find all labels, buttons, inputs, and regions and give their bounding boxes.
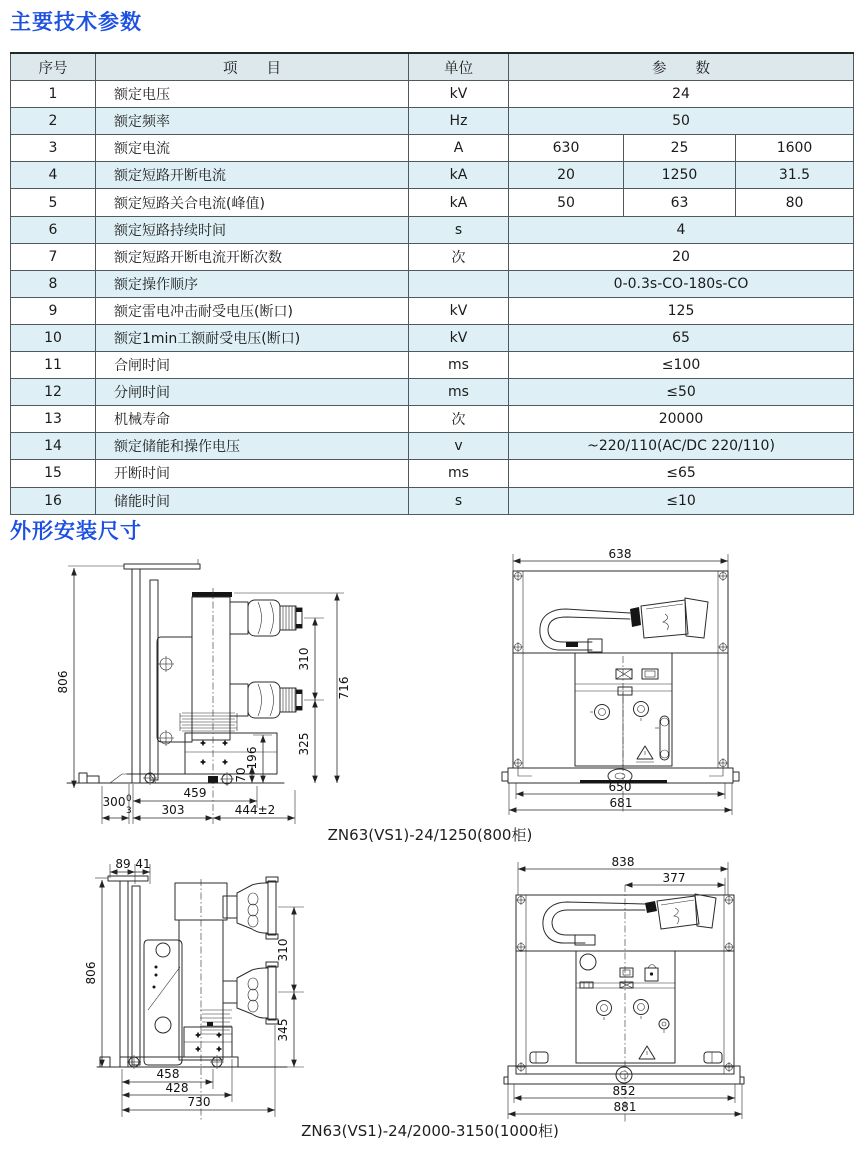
side-view-drawing-800 [52, 552, 372, 844]
dim-444: 444±2 [234, 803, 276, 817]
cell-item: 额定短路开断电流 [96, 162, 409, 189]
front-view-drawing-800 [480, 546, 790, 818]
cell-item: 储能时间 [96, 487, 409, 514]
cell-value: 80 [736, 189, 854, 216]
cell-value: 25 [624, 135, 736, 162]
cell-unit: kA [409, 189, 509, 216]
cell-value: 65 [509, 324, 854, 351]
cell-unit: v [409, 433, 509, 460]
cell-item: 额定操作顺序 [96, 270, 409, 297]
cell-no: 2 [11, 108, 96, 135]
cell-unit: 次 [409, 243, 509, 270]
side-view-drawing-1000 [72, 855, 402, 1127]
cell-value: ≤65 [509, 460, 854, 487]
cell-no: 16 [11, 487, 96, 514]
dim-345: 345 [276, 1018, 290, 1042]
cell-item: 额定短路持续时间 [96, 216, 409, 243]
table-row [11, 460, 854, 487]
cell-unit: kV [409, 324, 509, 351]
cell-unit: s [409, 487, 509, 514]
cell-value: ~220/110(AC/DC 220/110) [509, 433, 854, 460]
cell-item: 合闸时间 [96, 352, 409, 379]
cell-unit [409, 270, 509, 297]
table-row [11, 379, 854, 406]
table-row [11, 108, 854, 135]
cell-item: 额定短路关合电流(峰值) [96, 189, 409, 216]
cell-value: 50 [509, 189, 624, 216]
dim-458: 458 [156, 1067, 180, 1081]
cell-item: 额定储能和操作电压 [96, 433, 409, 460]
cell-no: 13 [11, 406, 96, 433]
cell-item: 额定频率 [96, 108, 409, 135]
header-param: 参 数 [509, 53, 854, 81]
cell-item: 开断时间 [96, 460, 409, 487]
cell-no: 5 [11, 189, 96, 216]
dim-325: 325 [297, 732, 311, 756]
dim-89: 89 [115, 857, 131, 871]
table-row [11, 216, 854, 243]
dim-716: 716 [337, 676, 351, 700]
dim-303: 303 [161, 803, 185, 817]
cell-no: 14 [11, 433, 96, 460]
cell-no: 7 [11, 243, 96, 270]
cell-value: ≤10 [509, 487, 854, 514]
cell-value: 31.5 [736, 162, 854, 189]
cell-item: 额定雷电冲击耐受电压(断口) [96, 297, 409, 324]
cell-unit: 次 [409, 406, 509, 433]
cell-value: 63 [624, 189, 736, 216]
technical-parameters-table [10, 52, 854, 515]
section-title-parameters: 主要技术参数 [10, 10, 142, 34]
table-row [11, 189, 854, 216]
cell-item: 额定短路开断电流开断次数 [96, 243, 409, 270]
table-row [11, 433, 854, 460]
cell-value: 630 [509, 135, 624, 162]
dim-70: 70 [234, 767, 248, 783]
cell-unit: Hz [409, 108, 509, 135]
cell-no: 4 [11, 162, 96, 189]
dim-730: 730 [187, 1095, 211, 1109]
cell-unit: ms [409, 460, 509, 487]
header-unit: 单位 [409, 53, 509, 81]
cell-item: 额定电流 [96, 135, 409, 162]
cell-no: 1 [11, 81, 96, 108]
cell-unit: kV [409, 81, 509, 108]
drawing-caption-800: ZN63(VS1)-24/1250(800柜) [327, 826, 533, 844]
cell-value: 24 [509, 81, 854, 108]
cell-value: 20 [509, 162, 624, 189]
cell-item: 额定1min工额耐受电压(断口) [96, 324, 409, 351]
dim-681: 681 [609, 796, 633, 810]
table-row [11, 81, 854, 108]
table-header-row [11, 53, 854, 81]
dim-838: 838 [611, 856, 635, 869]
cell-unit: A [409, 135, 509, 162]
dim-806-2: 806 [84, 961, 98, 985]
table-row [11, 324, 854, 351]
drawing-caption-1000: ZN63(VS1)-24/2000-3150(1000柜) [301, 1122, 559, 1140]
table-row [11, 135, 854, 162]
table-row [11, 297, 854, 324]
cell-item: 分闸时间 [96, 379, 409, 406]
dim-300-tol-top: 0 [126, 794, 132, 804]
cell-no: 6 [11, 216, 96, 243]
dim-852: 852 [612, 1084, 636, 1098]
cell-item: 机械寿命 [96, 406, 409, 433]
dim-428: 428 [165, 1081, 189, 1095]
dim-196: 196 [245, 746, 259, 770]
cell-value: 125 [509, 297, 854, 324]
cell-unit: ms [409, 352, 509, 379]
cell-no: 3 [11, 135, 96, 162]
table-row [11, 406, 854, 433]
dim-300: 300 [102, 795, 126, 809]
front-view-drawing-1000 [492, 856, 867, 1128]
cell-unit: kV [409, 297, 509, 324]
cell-no: 8 [11, 270, 96, 297]
cell-value: 1250 [624, 162, 736, 189]
cell-no: 15 [11, 460, 96, 487]
section-title-dimensions: 外形安装尺寸 [10, 519, 142, 543]
dim-806: 806 [56, 670, 70, 694]
table-row [11, 352, 854, 379]
cell-value: ≤100 [509, 352, 854, 379]
dim-650: 650 [608, 780, 632, 794]
cell-item: 额定电压 [96, 81, 409, 108]
cell-no: 9 [11, 297, 96, 324]
cell-unit: kA [409, 162, 509, 189]
cell-value: 20 [509, 243, 854, 270]
cell-value: 20000 [509, 406, 854, 433]
dim-881: 881 [613, 1100, 637, 1114]
dim-310: 310 [297, 647, 311, 671]
header-no: 序号 [11, 53, 96, 81]
cell-value: 4 [509, 216, 854, 243]
table-row [11, 487, 854, 514]
dim-41: 41 [135, 857, 151, 871]
cell-value: ≤50 [509, 379, 854, 406]
cell-no: 10 [11, 324, 96, 351]
table-row [11, 270, 854, 297]
dim-300-tol-bottom: 3 [126, 806, 132, 816]
dim-638: 638 [608, 547, 632, 561]
cell-no: 11 [11, 352, 96, 379]
table-row [11, 243, 854, 270]
header-item: 项 目 [96, 53, 409, 81]
table-row [11, 162, 854, 189]
cell-no: 12 [11, 379, 96, 406]
cell-value: 0-0.3s-CO-180s-CO [509, 270, 854, 297]
cell-unit: s [409, 216, 509, 243]
cell-unit: ms [409, 379, 509, 406]
dim-459: 459 [183, 786, 207, 800]
cell-value: 1600 [736, 135, 854, 162]
cell-value: 50 [509, 108, 854, 135]
dim-310-2: 310 [276, 938, 290, 962]
dim-377: 377 [662, 871, 686, 885]
